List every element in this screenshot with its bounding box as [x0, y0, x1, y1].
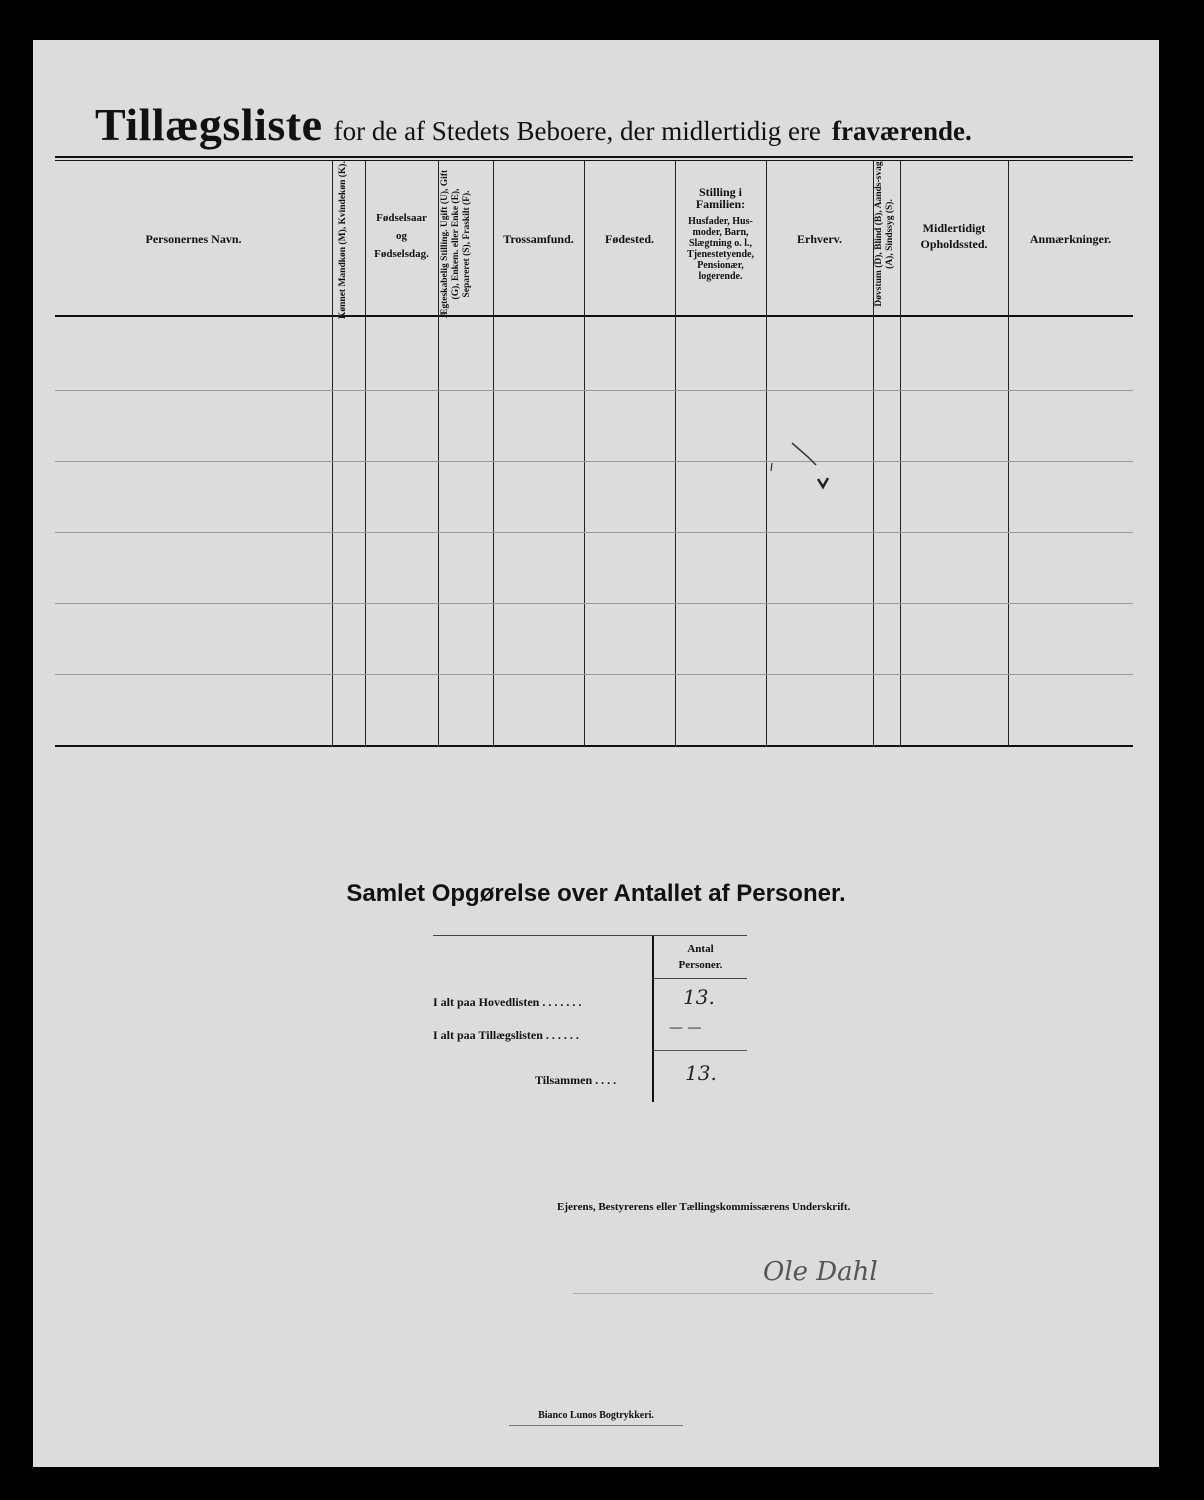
header-birth-line: og [396, 230, 407, 242]
signature-caption: Ejerens, Bestyrerens eller Tællingskommissærens Underskrift. [557, 1201, 851, 1213]
header-remarks: Anmærkninger. [1029, 232, 1112, 246]
col-sep [438, 161, 439, 746]
header-birth-line: Fødselsdag. [374, 248, 429, 260]
table-row [55, 390, 1133, 391]
census-form-page [33, 40, 1159, 1467]
table-row [55, 532, 1133, 533]
header-family-line: Familien: [695, 197, 746, 211]
col-sep [766, 161, 767, 746]
header-family-line: moder, Barn, [692, 227, 749, 238]
col-sep [1008, 161, 1009, 746]
header-birth-line: Fødselsaar [376, 212, 427, 224]
form-title [95, 98, 1105, 151]
summary-row3-value: 13. [685, 1061, 717, 1085]
header-disability: Døvstum (D), Blind (B), Aands-svag (A), Sindssyg (S). [874, 161, 895, 307]
header-family-line: Pensionær, [697, 260, 744, 271]
header-marital: Ægteskabelig Stilling. Ugift (U), Gift (G), Enkem. eller Enke (E), Separeret (S), Fraskilt (F). [440, 169, 472, 319]
printer-imprint: Bianco Lunos Bogtrykkeri. [538, 1410, 654, 1421]
header-rule [55, 315, 1133, 317]
summary-title: Samlet Opgørelse over Antallet af Personer. [346, 880, 846, 907]
header-residence-line: Opholdssted. [920, 237, 988, 251]
summary-col-line: Antal [687, 943, 714, 955]
summary-row2-value: — — [669, 1020, 702, 1036]
header-religion: Trossamfund. [503, 232, 574, 246]
summary-row1-value: 13. [683, 985, 715, 1009]
header-family-line: Stilling i [698, 185, 742, 199]
summary-row2-label: I alt paa Tillægslisten . . . . . . [433, 1028, 579, 1042]
title-rest: for de af Stedets Beboere, der midlertidig ere [333, 116, 821, 146]
header-birth [365, 212, 438, 260]
summary-top-rule [433, 935, 747, 936]
summary-sum-rule [654, 1050, 747, 1051]
header-family-line: Husfader, Hus- [688, 216, 753, 227]
title-main: Tillægsliste [95, 99, 323, 150]
top-rule-thin [55, 160, 1133, 161]
header-family-line: Tjenestetyende, [687, 249, 754, 260]
signature: Ole Dahl [763, 1257, 878, 1287]
pen-mark [768, 435, 838, 495]
header-family-line: Slægtning o. l., [688, 238, 753, 249]
col-sep [584, 161, 585, 746]
header-sex: Kønnet Mandkøn (M), Kvindekøn (K). [338, 161, 348, 319]
header-residence [900, 222, 1008, 250]
top-rule [55, 156, 1133, 158]
printer-rule [509, 1425, 683, 1426]
table-row [55, 461, 1133, 462]
table-row [55, 674, 1133, 675]
signature-line [573, 1293, 933, 1294]
table-row [55, 603, 1133, 604]
summary-col-line: Personer. [678, 959, 723, 971]
summary-header-rule [654, 978, 747, 979]
col-sep [332, 161, 333, 746]
title-rest-bold: fraværende. [832, 116, 972, 146]
summary-row3-label: Tilsammen . . . . [535, 1073, 617, 1087]
table-bottom-rule [55, 745, 1133, 747]
header-names: Personernes Navn. [145, 232, 242, 246]
header-residence-line: Midlertidigt [922, 221, 986, 235]
header-family [675, 186, 766, 282]
summary-col-header [654, 943, 747, 971]
col-sep [493, 161, 494, 746]
header-family-line: logerende. [698, 271, 743, 282]
header-birthplace: Fødested. [605, 232, 654, 246]
summary-row1-label: I alt paa Hovedlisten . . . . . . . [433, 995, 582, 1009]
header-occupation: Erhverv. [797, 232, 842, 246]
